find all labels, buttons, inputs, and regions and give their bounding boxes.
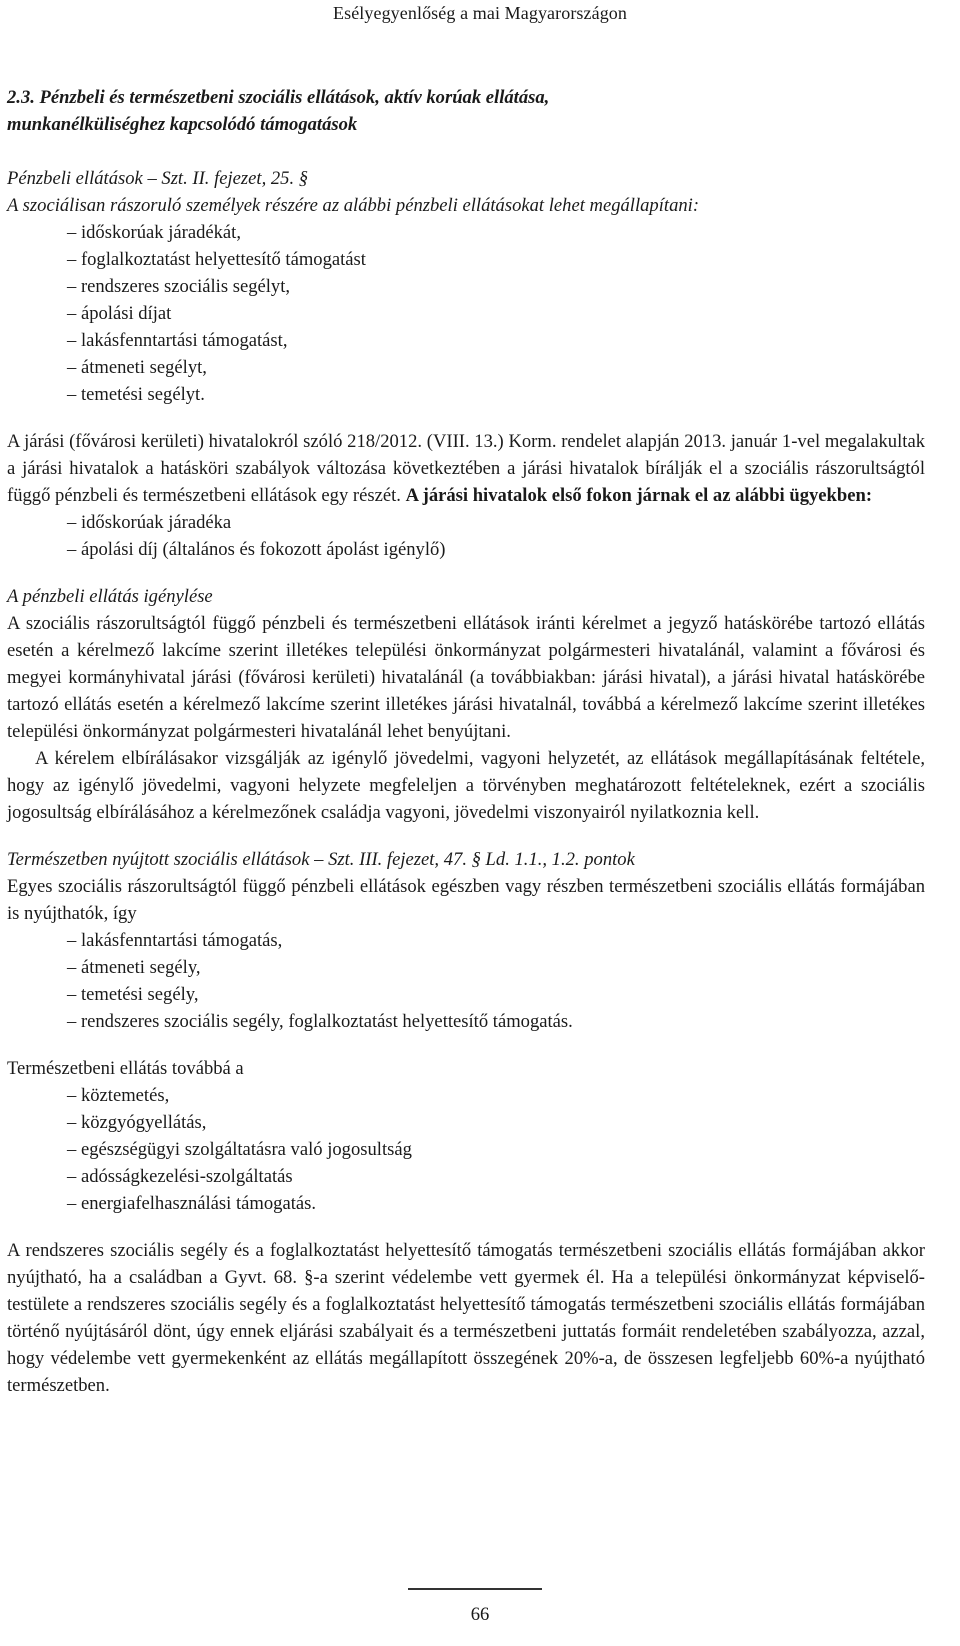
in-kind-additional-list [7, 1082, 925, 1217]
list-item: – lakásfenntartási támogatást, [67, 330, 288, 351]
cash-benefits-reference: Pénzbeli ellátások – Szt. II. fejezet, 25. § [7, 168, 309, 189]
list-item: – ápolási díj (általános és fokozott ápolást igénylő) [67, 539, 446, 560]
claim-title: A pénzbeli ellátás igénylése [7, 586, 213, 607]
in-kind-list [7, 927, 925, 1035]
in-kind-intro: Egyes szociális rászorultságtól függő pénzbeli ellátások egészben vagy részben természetbeni szociális ellátás formájában is nyújthatók, így [7, 876, 925, 924]
claim-paragraph-1: A szociális rászorultságtól függő pénzbeli és természetbeni ellátások iránti kérelmet a jegyző hatáskörébe tartozó ellátás esetén a kérelmező lakcíme szerint illetékes települési önkormányzat polgármesteri hivatalánál, valamint a fővárosi és megyei kormányhivatal járási (fővárosi kerületi) hivatalánál (a továbbiakban: járási hivatal), a járási hivatal hatáskörébe tartozó ellátás esetén a kérelmező lakcíme szerint illetékes járási hivatalnál, továbbá a kérelmező lakcíme szerint illetékes települési önkormányzat polgármesteri hivatalánál lehet benyújtani. [7, 613, 925, 742]
list-item: – rendszeres szociális segély, foglalkoztatást helyettesítő támogatás. [67, 1011, 573, 1032]
list-item: – átmeneti segély, [67, 957, 201, 978]
list-item: – rendszeres szociális segélyt, [67, 276, 291, 297]
in-kind-additional-intro: Természetbeni ellátás továbbá a [7, 1058, 244, 1079]
district-offices-paragraph [7, 428, 925, 509]
list-item: – ápolási díjat [67, 303, 172, 324]
section-heading-line-2: munkanélküliséghez kapcsolódó támogatások [7, 114, 358, 135]
list-item: – időskorúak járadéka [67, 512, 232, 533]
list-item: – foglalkoztatást helyettesítő támogatást [67, 249, 366, 270]
in-kind-reference: Természetben nyújtott szociális ellátások – Szt. III. fejezet, 47. § Ld. 1.1., 1.2. pontok [7, 849, 635, 870]
list-item: – energiafelhasználási támogatás. [67, 1193, 317, 1214]
page-content [7, 84, 925, 1399]
district-offices-text: A járási (fővárosi kerületi) hivatalokról szóló 218/2012. (VIII. 13.) Korm. rendelet alapján 2013. január 1-vel megalakultak a járási hivatalok a hatásköri szabályok változása következtében a járási hivatalok bírálják el a szociális rászorultságtól függő pénzbeli és természetbeni ellátások egy részét. [7, 431, 925, 506]
footer-divider [408, 1588, 542, 1590]
list-item: – közgyógyellátás, [67, 1112, 207, 1133]
claim-paragraph-2: A kérelem elbírálásakor vizsgálják az igénylő jövedelmi, vagyoni helyzetét, az ellátások megállapításának feltétele, hogy az igénylő jövedelmi, vagyoni helyzete megfeleljen a törvényben meghatározott feltételeknek, ezért a szociális jogosultság elbírálásához a kérelmezőnek családja vagyoni, jövedelmi viszonyairól nyilatkoznia kell. [7, 748, 925, 823]
cash-benefits-list [7, 219, 925, 408]
list-item: – adósságkezelési-szolgáltatás [67, 1166, 293, 1187]
cash-benefits-intro: A szociálisan rászoruló személyek részére az alábbi pénzbeli ellátásokat lehet megállapítani: [7, 195, 700, 216]
running-header: Esélyegyenlőség a mai Magyarországon [333, 3, 627, 23]
district-offices-bold: A járási hivatalok első fokon járnak el az alábbi ügyekben: [405, 485, 873, 506]
list-item: – köztemetés, [67, 1085, 170, 1106]
page-number: 66 [470, 1604, 490, 1625]
list-item: – temetési segély, [67, 984, 199, 1005]
closing-paragraph: A rendszeres szociális segély és a foglalkoztatást helyettesítő támogatás természetbeni szociális ellátás formájában akkor nyújtható, ha a családban a Gyvt. 68. §-a szerint védelembe vett gyermek él. Ha a települési önkormányzat képviselő-testülete a rendszeres szociális segély és a foglalkoztatást helyettesítő támogatás természetbeni szociális ellátás formájában történő nyújtásáról dönt, úgy ennek eljárási szabályait és a természetbeni juttatás formáit rendeletében szabályozza, azzal, hogy védelembe vett gyermekenként az ellátás megállapított összegének 20%-a, de összesen legfeljebb 60%-a nyújtható természetben. [7, 1240, 925, 1396]
list-item: – temetési segélyt. [67, 384, 205, 405]
list-item: – lakásfenntartási támogatás, [67, 930, 283, 951]
district-offices-list [7, 509, 925, 563]
section-heading-line-1: 2.3. Pénzbeli és természetbeni szociális ellátások, aktív korúak ellátása, [7, 87, 550, 108]
list-item: – átmeneti segélyt, [67, 357, 207, 378]
list-item: – időskorúak járadékát, [67, 222, 241, 243]
list-item: – egészségügyi szolgáltatásra való jogosultság [67, 1139, 412, 1160]
